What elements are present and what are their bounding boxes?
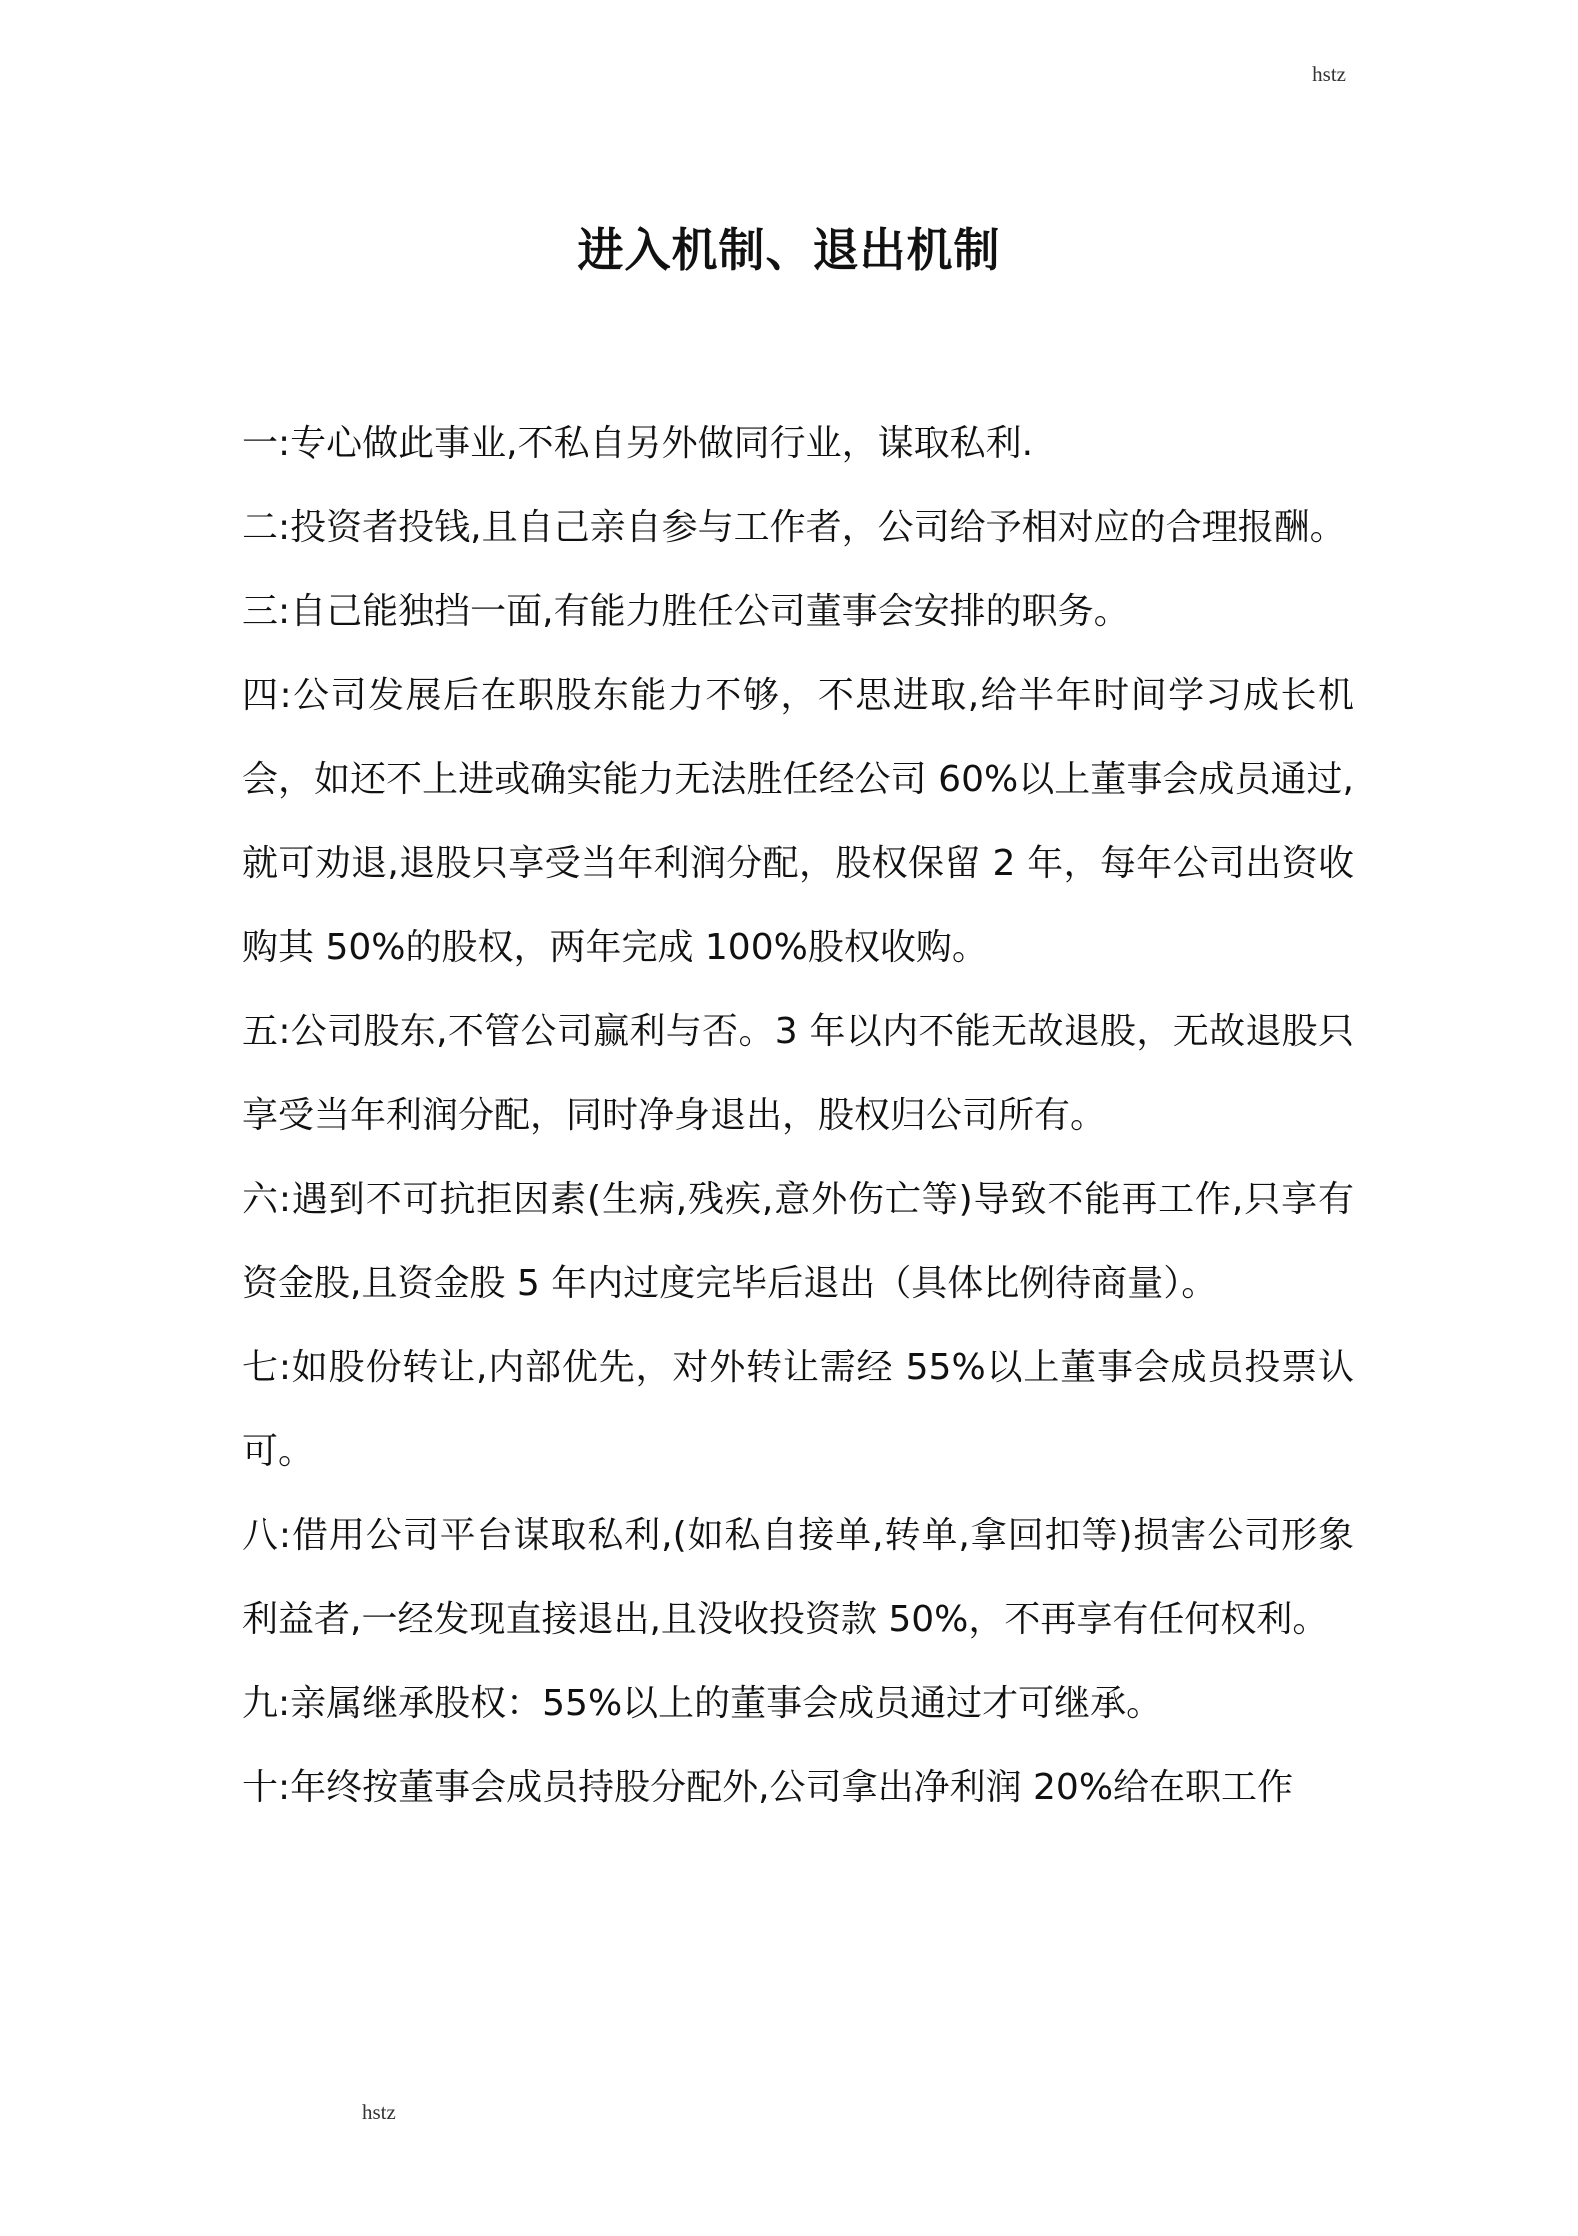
clause-1: 一:专心做此事业,不私自另外做同行业，谋取私利. [242,423,1034,464]
header-watermark: hstz [1312,62,1346,86]
clause-9: 九:亲属继承股权：55%以上的董事会成员通过才可继承。 [242,1683,1163,1724]
clause-7: 七:如股份转让,内部优先，对外转让需经 55%以上董事会成员投票认可。 [242,1347,1354,1472]
document-title: 进入机制、退出机制 [577,223,1001,277]
footer-watermark: hstz [362,2100,396,2124]
clause-5: 五:公司股东,不管公司赢利与否。3 年以内不能无故退股，无故退股只享受当年利润分配，同时净身退出，股权归公司所有。 [242,1011,1354,1136]
clause-8: 八:借用公司平台谋取私利,(如私自接单,转单,拿回扣等)损害公司形象利益者,一经发现直接退出,且没收投资款 50%，不再享有任何权利。 [242,1515,1354,1640]
clause-10: 十:年终按董事会成员持股分配外,公司拿出净利润 20%给在职工作 [242,1767,1294,1808]
clause-2: 二:投资者投钱,且自己亲自参与工作者，公司给予相对应的合理报酬。 [242,507,1346,548]
clause-4: 四:公司发展后在职股东能力不够，不思进取,给半年时间学习成长机会，如还不上进或确实能力无法胜任经公司 60%以上董事会成员通过,就可劝退,退股只享受当年利润分配，股权保留 2 年，每年公司出资收购其 50%的股权，两年完成 100%股权收购。 [242,675,1354,968]
clause-3: 三:自己能独挡一面,有能力胜任公司董事会安排的职务。 [242,591,1130,632]
clause-list [242,402,1354,1830]
clause-6: 六:遇到不可抗拒因素(生病,残疾,意外伤亡等)导致不能再工作,只享有资金股,且资金股 5 年内过度完毕后退出（具体比例待商量）。 [242,1179,1354,1304]
